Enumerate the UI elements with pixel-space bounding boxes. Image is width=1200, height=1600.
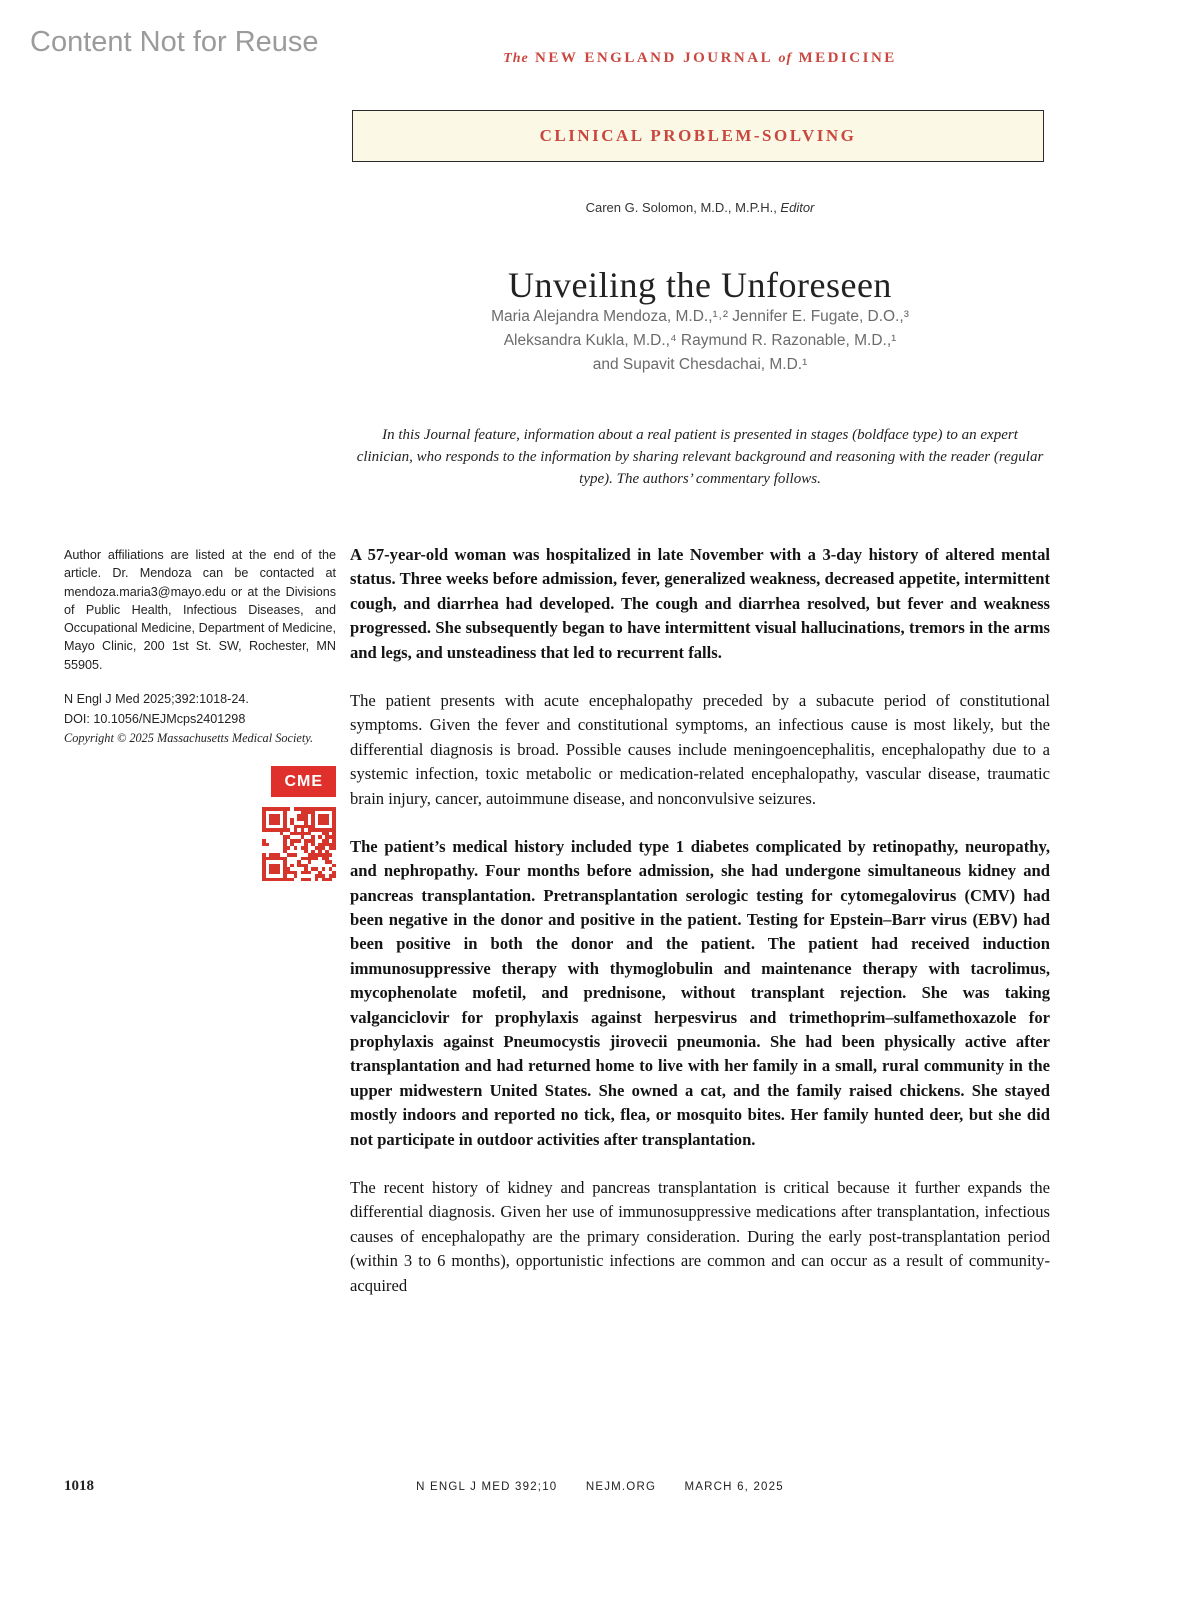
editor-line	[350, 200, 1050, 215]
commentary-paragraph-2: The recent history of kidney and pancreas transplantation is critical because it further expands the differential diagnosis. Given her use of immunosuppressive medications after transplantation, infectious causes of encephalopathy are the primary consideration. During the early post-transplantation period (within 3 to 6 months), opportunistic infections are common and can occur as a result of community-acquired	[350, 1177, 1050, 1295]
qr-code-icon	[262, 807, 336, 881]
citation-block	[64, 690, 336, 748]
footer-site: NEJM.ORG	[585, 1481, 657, 1493]
sidebar-badges	[64, 766, 336, 881]
footer-journal-ref: N ENGL J MED 392;10	[416, 1481, 558, 1493]
author-affiliations: Author affiliations are listed at the end of the article. Dr. Mendoza can be contacted at mendoza.maria3@mayo.edu or at the Divisions of Public Health, Infectious Diseases, and Occupational Medicine, Department of Medicine, Mayo Clinic, 200 1st St. SW, Rochester, MN 55905.	[64, 548, 336, 672]
author-line-2: Aleksandra Kukla, M.D.,⁴ Raymund R. Razonable, M.D.,¹	[503, 332, 897, 350]
author-line-3: and Supavit Chesdachai, M.D.¹	[592, 356, 808, 374]
masthead-medicine: MEDICINE	[798, 50, 897, 66]
section-banner-label: CLINICAL PROBLEM-SOLVING	[539, 126, 857, 145]
footer-journal-line	[0, 1481, 1200, 1493]
feature-note: In this Journal feature, information about a real patient is presented in stages (boldface type) to an expert clinician, who responds to the information by sharing relevant background and reasoning with the reader (regular type). The authors’ commentary follows.	[356, 427, 1044, 487]
author-list	[350, 305, 1050, 377]
citation-line: N Engl J Med 2025;392:1018-24.	[64, 691, 249, 706]
cme-badge[interactable]: CME	[271, 766, 336, 797]
footer-date: MARCH 6, 2025	[684, 1481, 784, 1493]
copyright-line: Copyright © 2025 Massachusetts Medical Society.	[64, 731, 314, 746]
watermark-content-not-for-reuse: Content Not for Reuse	[30, 26, 319, 58]
masthead-of: of	[778, 51, 793, 66]
masthead-the: The	[503, 51, 529, 66]
case-presentation-paragraph-1: A 57-year-old woman was hospitalized in late November with a 3-day history of altered mental status. Three weeks before admission, fever, generalized weakness, decreased appetite, intermittent cough, and diarrhea had developed. The cough and diarrhea resolved, but fever and weakness progressed. She subsequently began to have intermittent visual hallucinations, tremors in the arms and legs, and unsteadiness that led to recurrent falls.	[350, 545, 1050, 662]
editor-role: Editor	[780, 200, 815, 215]
case-presentation-paragraph-2: The patient’s medical history included type 1 diabetes complicated by retinopathy, neuropathy, and nephropathy. Four months before admission, she had undergone simultaneous kidney and pancreas transplantation. Pretransplantation serologic testing for cytomegalovirus (CMV) had been negative in the donor and positive in the patient. Testing for Epstein–Barr virus (EBV) had been positive in both the donor and the patient. The patient had received induction immunosuppressive therapy with thymoglobulin and maintenance therapy with tacrolimus, mycophenolate mofetil, and prednisone, without transplant rejection. She was taking valganciclovir for prophylaxis against herpesvirus and trimethoprim–sulfamethoxazole for prophylaxis against Pneumocystis jirovecii pneumonia. She had been physically active after transplantation and had returned home to live with her family in a small, rural community in the upper midwestern United States. She owned a cat, and the family raised chickens. She stayed mostly indoors and reported no tick, flea, or mosquito bites. Her family hunted deer, but she did not participate in outdoor activities after transplantation.	[350, 836, 1050, 1149]
doi-line: DOI: 10.1056/NEJMcps2401298	[64, 712, 246, 726]
article-title: Unveiling the Unforeseen	[508, 265, 892, 306]
masthead-main: NEW ENGLAND JOURNAL	[535, 50, 773, 66]
editor-name: Caren G. Solomon, M.D., M.P.H.,	[585, 200, 781, 215]
sidebar	[64, 546, 336, 881]
author-line-1: Maria Alejandra Mendoza, M.D.,¹˒² Jennifer E. Fugate, D.O.,³	[491, 308, 909, 325]
article-body	[350, 543, 1050, 1322]
section-banner	[352, 110, 1044, 162]
commentary-paragraph-1: The patient presents with acute encephalopathy preceded by a subacute period of constitutional symptoms. Given the fever and constitutional symptoms, an infectious cause is most likely, but the differential diagnosis is broad. Possible causes include meningoencephalitis, encephalopathy due to a systemic infection, toxic metabolic or medication-related encephalopathy, vascular disease, traumatic brain injury, cancer, autoimmune disease, and nonconvulsive seizures.	[350, 690, 1050, 808]
footer-page-number: 1018	[64, 1478, 94, 1494]
journal-masthead	[350, 50, 1050, 67]
